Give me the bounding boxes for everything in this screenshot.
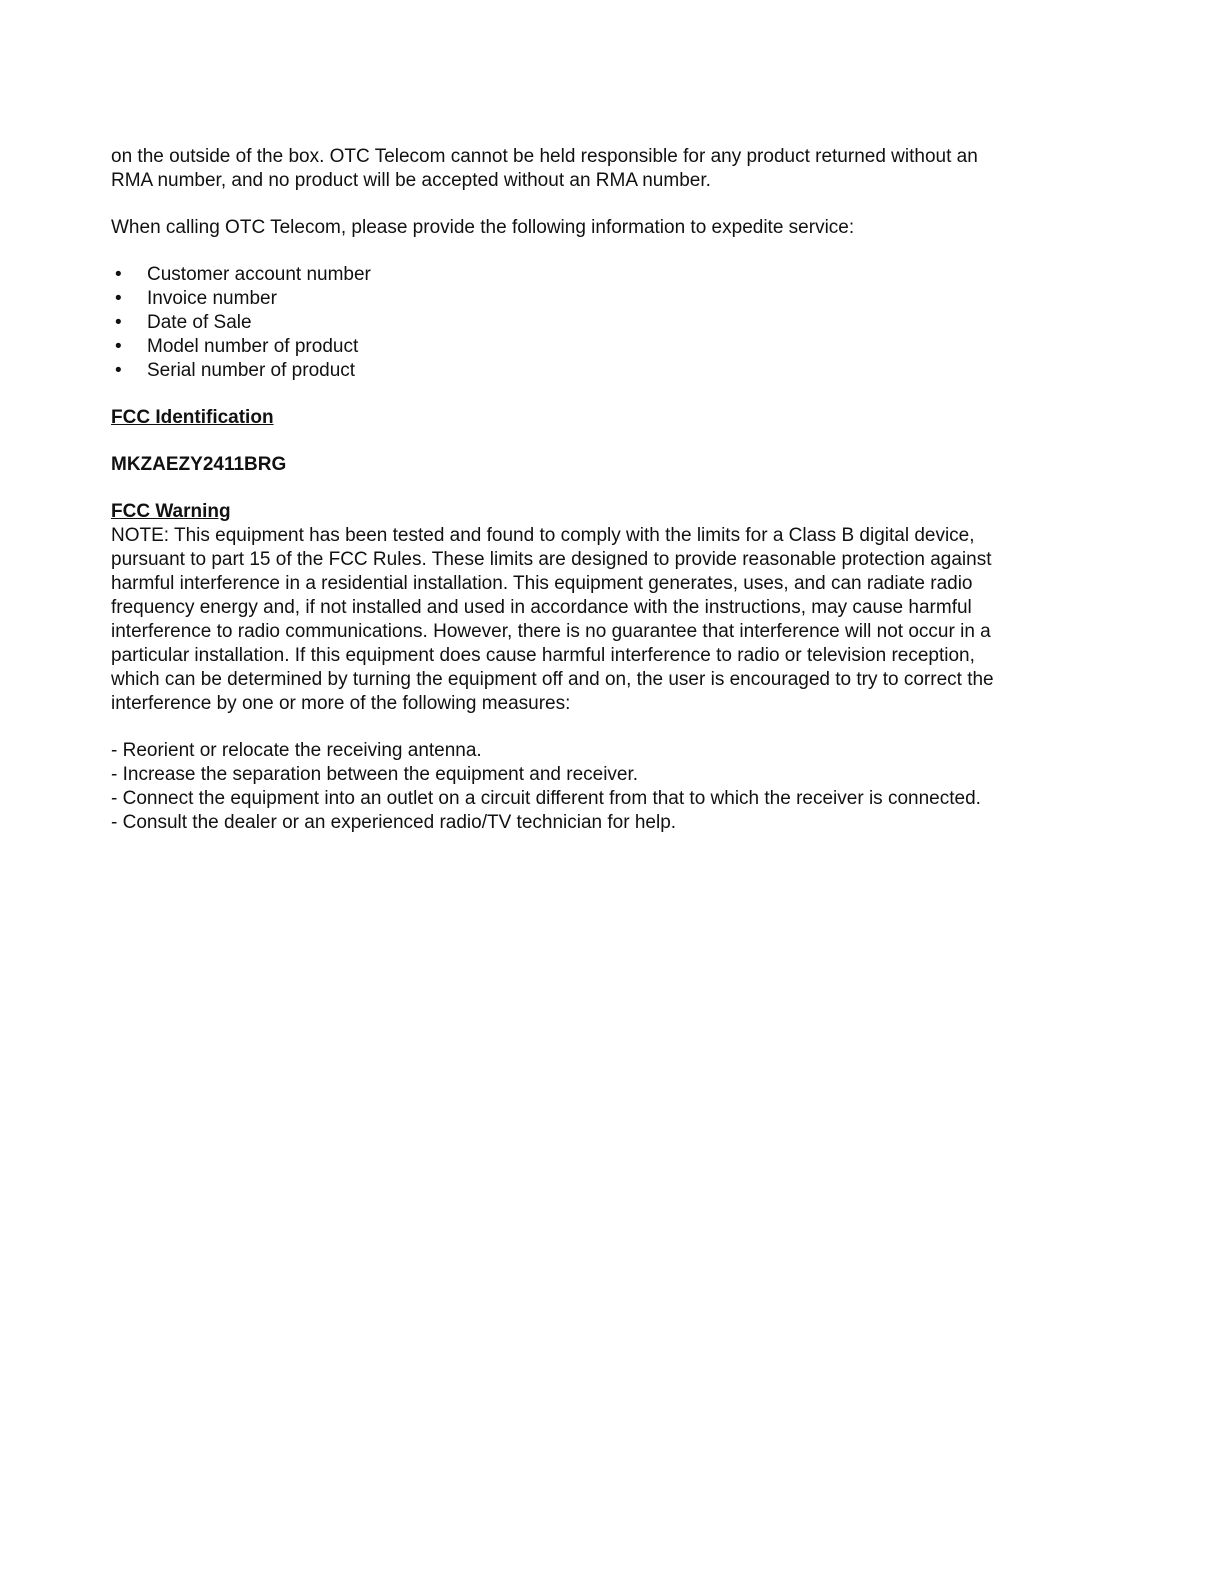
measures-list: [111, 739, 1001, 835]
bullet-icon: •: [115, 288, 122, 309]
bullet-icon: •: [115, 336, 122, 357]
list-item: • Model number of product: [115, 336, 359, 357]
fcc-warning-note: NOTE: This equipment has been tested and found to comply with the limits for a Class B digital device, pursuant to part 15 of the FCC Rules. These limits are designed to provide reasonable protection against harmful interference in a residential installation. This equipment generates, uses, and can radiate radio frequency energy and, if not installed and used in accordance with the instructions, may cause harmful interference to radio communications. However, there is no guarantee that interference will not occur in a particular installation. If this equipment does cause harmful interference to radio or television reception, which can be determined by turning the equipment off and on, the user is encouraged to try to correct the interference by one or more of the following measures:: [111, 525, 994, 714]
document-page: [111, 145, 1001, 835]
list-item: - Increase the separation between the equipment and receiver.: [111, 764, 639, 785]
fcc-id-value: MKZAEZY2411BRG: [111, 454, 287, 475]
list-item: • Serial number of product: [115, 360, 356, 381]
calling-instructions: When calling OTC Telecom, please provide the following information to expedite service:: [111, 217, 855, 238]
list-item: • Customer account number: [115, 264, 371, 285]
list-item: - Reorient or relocate the receiving antenna.: [111, 740, 482, 761]
bullet-icon: •: [115, 264, 122, 285]
list-item: • Date of Sale: [115, 312, 252, 333]
info-list: [111, 263, 1001, 383]
fcc-identification-heading: FCC Identification: [111, 407, 274, 428]
fcc-warning-heading: FCC Warning: [111, 501, 231, 522]
bullet-icon: •: [115, 360, 122, 381]
list-item: • Invoice number: [115, 288, 277, 309]
list-item: - Connect the equipment into an outlet on a circuit different from that to which the receiver is connected.: [111, 788, 981, 809]
list-item: - Consult the dealer or an experienced radio/TV technician for help.: [111, 812, 677, 833]
intro-continuation: on the outside of the box. OTC Telecom cannot be held responsible for any product returned without an RMA number, and no product will be accepted without an RMA number.: [111, 146, 978, 191]
bullet-icon: •: [115, 312, 122, 333]
